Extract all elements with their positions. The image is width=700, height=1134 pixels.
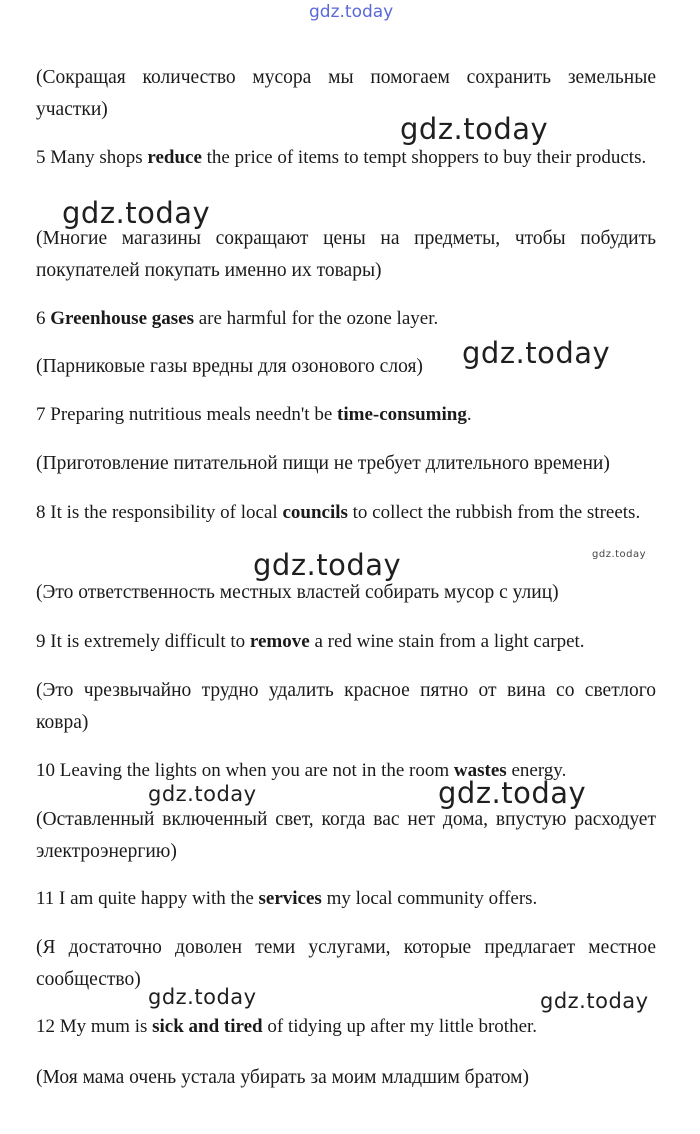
key-word: services [258, 888, 322, 909]
translation-10: (Оставленный включенный свет, когда вас нет дома, впустую расходует электроэнергию) [36, 809, 656, 862]
sentence-5: 5 Many shops reduce the price of items to tempt shoppers to buy their products. [36, 147, 647, 168]
watermark: gdz.today [148, 985, 257, 1009]
key-word: sick and tired [152, 1016, 263, 1037]
sentence-7: 7 Preparing nutritious meals needn't be time-consuming. [36, 404, 472, 425]
translation-9: (Это чрезвычайно трудно удалить красное пятно от вина со светлого ковра) [36, 680, 656, 733]
sentence-8: 8 It is the responsibility of local councils to collect the rubbish from the streets. [36, 502, 641, 523]
translation-8: (Это ответственность местных властей собирать мусор с улиц) [36, 582, 559, 603]
watermark: gdz.today [438, 776, 587, 810]
key-word: remove [249, 631, 310, 652]
watermark: gdz.today [400, 112, 549, 146]
watermark: gdz.today [62, 196, 211, 230]
translation-5: (Многие магазины сокращают цены на предметы, чтобы побудить покупателей покупать именно их товары) [36, 228, 656, 281]
key-word: time-consuming [337, 404, 467, 425]
key-word: Greenhouse gases [50, 308, 194, 329]
translation-6: (Парниковые газы вредны для озонового слоя) [36, 356, 423, 377]
translation-12: (Моя мама очень устала убирать за моим младшим братом) [36, 1067, 529, 1088]
watermark: gdz.today [540, 989, 649, 1013]
sentence-12: 12 My mum is sick and tired of tidying up after my little brother. [36, 1016, 538, 1037]
sentence-9: 9 It is extremely difficult to remove a red wine stain from a light carpet. [36, 631, 585, 652]
watermark: gdz.today [148, 782, 257, 806]
key-word: reduce [147, 147, 202, 168]
key-word: councils [282, 502, 348, 523]
key-word: wastes [453, 760, 507, 781]
watermark: gdz.today [253, 548, 402, 582]
watermark-top: gdz.today [309, 2, 394, 22]
watermark: gdz.today [462, 336, 611, 370]
sentence-10: 10 Leaving the lights on when you are not in the room wastes energy. [36, 760, 567, 781]
translation-4: (Сокращая количество мусора мы помогаем сохранить земельные участки) [36, 67, 656, 120]
sentence-6: 6 Greenhouse gases are harmful for the ozone layer. [36, 308, 439, 329]
translation-11: (Я достаточно доволен теми услугами, которые предлагает местное сообщество) [36, 937, 656, 990]
watermark-small: gdz.today [592, 549, 647, 560]
translation-7: (Приготовление питательной пищи не требует длительного времени) [36, 453, 610, 474]
sentence-11: 11 I am quite happy with the services my local community offers. [36, 888, 538, 909]
